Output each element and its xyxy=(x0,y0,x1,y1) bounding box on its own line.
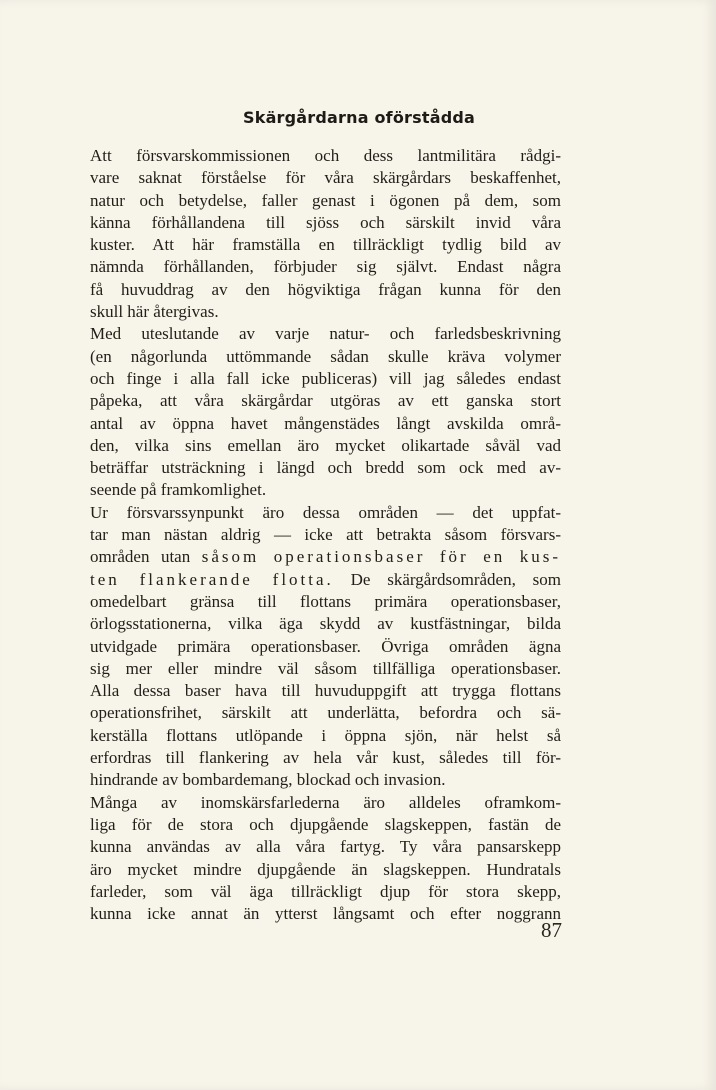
text-line: sig mer eller mindre väl såsom tillfälliga operationsbaser. xyxy=(90,658,561,678)
text-line-mixed xyxy=(90,569,561,591)
text-line: få huvuddrag av den högviktiga frågan kunna för den xyxy=(90,279,561,299)
text-line: skull här återgivas. xyxy=(90,302,219,322)
text-line: omedelbart gränsa till flottans primära operationsbaser, xyxy=(90,591,561,611)
text-line: kunna icke annat än ytterst långsamt och efter noggrann xyxy=(90,904,561,924)
text-line: påpeka, att våra skärgårdar utgöras av ett ganska stort xyxy=(90,391,561,411)
text-line: örlogsstationerna, vilka äga skydd av kustfästningar, bilda xyxy=(90,614,561,634)
spaced-emphasis: ten flankerande flotta. xyxy=(90,569,334,589)
text-line: nämnda förhållanden, förbjuder sig självt. Endast några xyxy=(90,257,561,277)
text-line: natur och betydelse, faller genast i ögonen på dem, som xyxy=(90,190,561,210)
text-fragment: områden utan xyxy=(90,547,191,567)
text-line: känna förhållandena till sjöss och särskilt invid våra xyxy=(90,212,561,232)
text-line: tar man nästan aldrig — icke att betrakta såsom försvars- xyxy=(90,525,561,545)
text-line: (en någorlunda uttömmande sådan skulle kräva volymer xyxy=(90,346,561,366)
text-line: hindrande av bombardemang, blockad och invasion. xyxy=(90,770,446,790)
spaced-emphasis: såsom operationsbaser för en kus- xyxy=(201,547,562,567)
text-line: Många av inomskärsfarlederna äro alldeles oframkom- xyxy=(90,792,561,812)
text-line: Med uteslutande av varje natur- och farledsbeskrivning xyxy=(90,324,561,344)
text-line: operationsfrihet, särskilt att underlätta, befordra och sä- xyxy=(90,703,561,723)
text-line: den, vilka sins emellan äro mycket olikartade såväl vad xyxy=(90,435,561,455)
text-line: vare saknat förståelse för våra skärgårdars beskaffenhet, xyxy=(90,168,561,188)
text-line: liga för de stora och djupgående slagskeppen, fastän de xyxy=(90,814,561,834)
text-line: erfordras till flankering av hela vår kust, således till för- xyxy=(90,748,561,768)
text-line: utvidgade primära operationsbaser. Övriga områden ägna xyxy=(90,636,561,656)
text-line: antal av öppna havet mångenstädes långt avskilda områ- xyxy=(90,413,561,433)
text-line: farleder, som väl äga tillräckligt djup för stora skepp, xyxy=(90,881,561,901)
text-fragment: De skärgårdsområden, som xyxy=(350,569,561,589)
text-line: Att försvarskommissionen och dess lantmilitära rådgi- xyxy=(90,146,561,165)
text-line-mixed xyxy=(90,546,561,568)
text-line: seende på framkomlighet. xyxy=(90,480,267,500)
text-line: kerställa flottans utlöpande i öppna sjön, när helst så xyxy=(90,725,561,745)
body-text xyxy=(90,145,561,925)
text-line: beträffar utsträckning i längd och bredd som ock med av- xyxy=(90,458,561,478)
text-line: kuster. Att här framställa en tillräckligt tydlig bild av xyxy=(90,235,561,255)
text-line: äro mycket mindre djupgående än slagskeppen. Hundratals xyxy=(90,859,561,879)
text-line: Alla dessa baser hava till huvuduppgift att trygga flottans xyxy=(90,681,561,701)
text-line: Ur försvarssynpunkt äro dessa områden — det uppfat- xyxy=(90,502,561,522)
page-number: 87 xyxy=(541,918,562,942)
text-line: och finge i alla fall icke publiceras) vill jag således endast xyxy=(90,368,561,388)
section-heading: Skärgårdarna oförstådda xyxy=(243,108,475,127)
text-line: kunna användas av alla våra fartyg. Ty våra pansarskepp xyxy=(90,837,561,857)
